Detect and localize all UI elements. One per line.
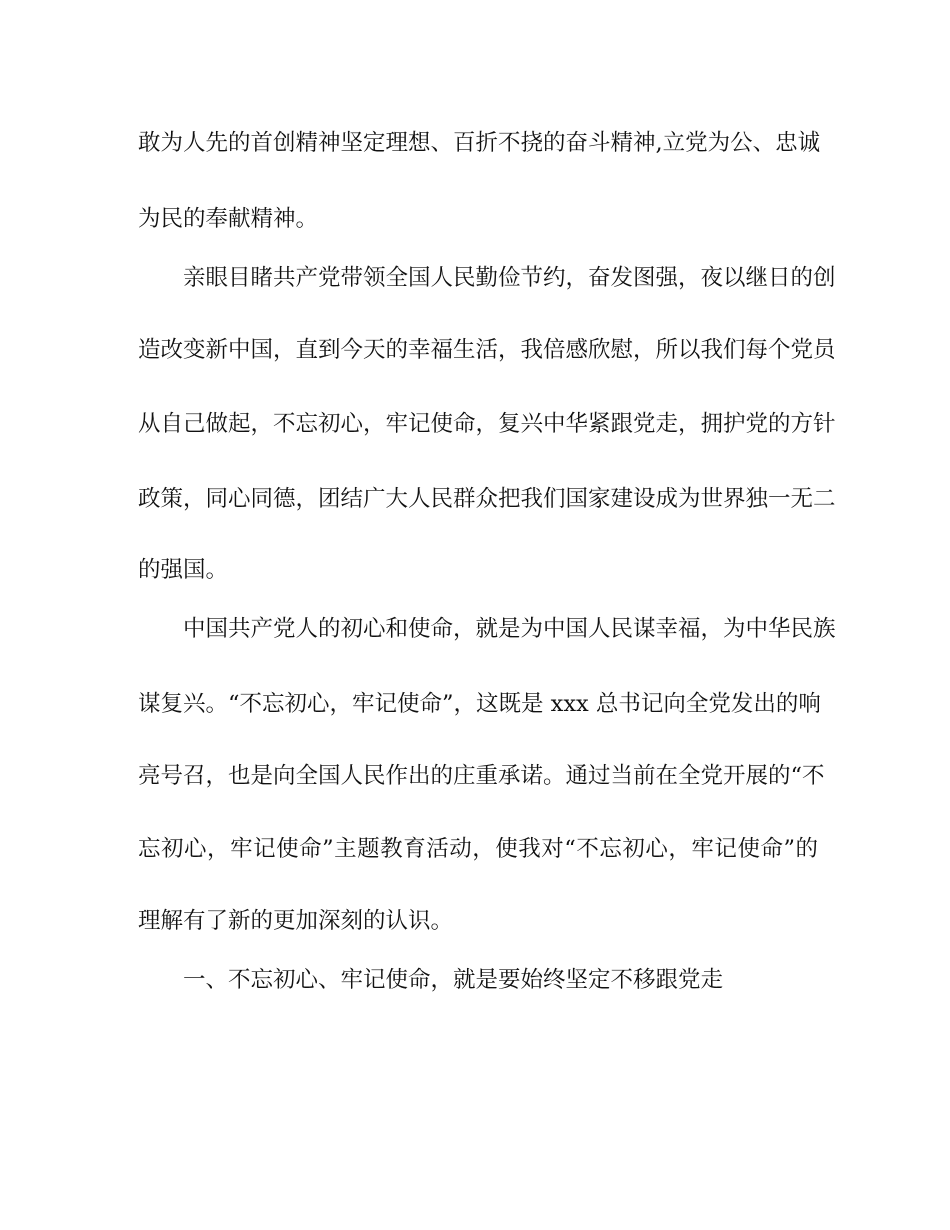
text-line: 从自己做起，不忘初心，牢记使命，复兴中华紧跟党走，拥护党的方针 [138,411,836,437]
text-line: 政策，同心同德，团结广大人民群众把我们国家建设成为世界独一无二 [138,486,836,512]
text-line: 敢为人先的首创精神坚定理想、百折不挠的奋斗精神,立党为公、忠诚 [138,130,821,156]
text-line: 为民的奉献精神。 [138,206,319,232]
section-heading: 一、不忘初心、牢记使命，就是要始终坚定不移跟党走 [183,967,724,993]
text-line: 亮号召，也是向全国人民作出的庄重承诺。通过当前在全党开展的“不 [138,763,825,789]
text-line: 谋复兴。“不忘初心，牢记使命”，这既是 xxx 总书记向全党发出的响 [138,691,821,717]
text-line: 忘初心，牢记使命”主题教育活动，使我对“不忘初心，牢记使命”的 [138,836,818,862]
paragraph-start-line: 中国共产党人的初心和使命，就是为中国人民谋幸福，为中华民族 [183,616,836,642]
paragraph-start-line: 亲眼目睹共产党带领全国人民勤俭节约，奋发图强，夜以继日的创 [183,265,836,291]
text-line: 理解有了新的更加深刻的认识。 [138,908,454,934]
text-line: 造改变新中国，直到今天的幸福生活，我倍感欣慰，所以我们每个党员 [138,337,836,363]
text-line: 的强国。 [138,557,229,583]
